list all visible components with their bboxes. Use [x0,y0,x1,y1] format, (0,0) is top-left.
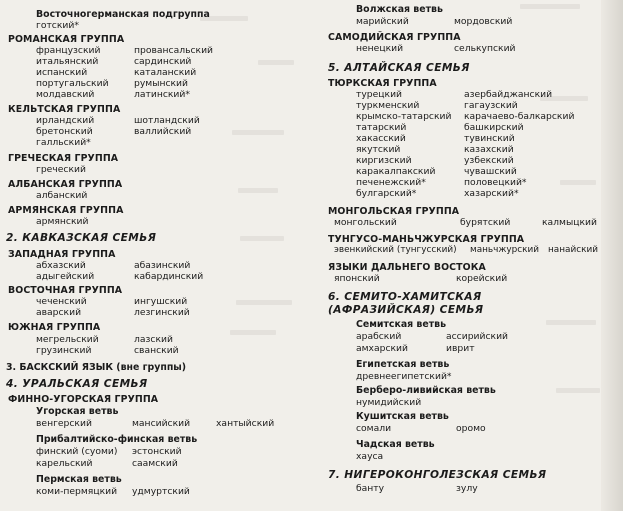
family-heading-afroasiatic-line1: 6. СЕМИТО-ХАМИТСКАЯ [328,291,482,303]
language-item: бретонский [36,126,93,137]
language-item: абазинский [134,260,191,271]
family-heading-caucasian: 2. КАВКАЗСКАЯ СЕМЬЯ [6,232,157,244]
page-edge [601,0,623,511]
language-item: албанский [36,190,88,201]
language-item: саамский [132,458,178,469]
language-item: туркменский [356,100,420,111]
language-item: крымско-татарский [356,111,452,122]
language-item: португальский [36,78,109,89]
language-item: шотландский [134,115,200,126]
group-heading-romance: РОМАНСКАЯ ГРУППА [8,34,125,45]
language-item: мегрельский [36,334,99,345]
language-item: галльский* [36,137,91,148]
language-item: валлийский [134,126,192,137]
language-item: хауса [356,451,384,462]
language-item: ненецкий [356,43,404,54]
language-item: карельский [36,458,93,469]
group-heading-samoyedic: САМОДИЙСКАЯ ГРУППА [328,32,461,43]
language-item: адыгейский [36,271,95,282]
language-item: арабский [356,331,402,342]
group-heading-far-east: ЯЗЫКИ ДАЛЬНЕГО ВОСТОКА [328,262,486,273]
branch-heading-berber: Берберо-ливийская ветвь [356,385,496,396]
language-item: древнеегипетский* [356,371,452,382]
branch-heading-egyptian: Египетская ветвь [356,359,450,370]
language-item: мансийский [132,418,191,429]
language-item: кабардинский [134,271,204,282]
language-item: татарский [356,122,407,133]
language-item: аварский [36,307,82,318]
language-item: половецкий* [464,177,527,188]
language-item: чеченский [36,296,87,307]
group-heading-celtic: КЕЛЬТСКАЯ ГРУППА [8,104,121,115]
language-item: сомали [356,423,392,434]
language-item: азербайджанский [464,89,553,100]
branch-heading-chadic: Чадская ветвь [356,439,435,450]
language-item: корейский [456,273,508,284]
language-item: якутский [356,144,401,155]
group-heading-albanian: АЛБАНСКАЯ ГРУППА [8,179,123,190]
language-item: ингушский [134,296,188,307]
language-item: хантыйский [216,418,275,429]
language-item: сардинский [134,56,192,67]
language-item: тувинский [464,133,515,144]
language-item: амхарский [356,343,409,354]
language-item: финский (суоми) [36,446,118,457]
language-item: лазский [134,334,173,345]
language-item: чувашский [464,166,517,177]
language-item: венгерский [36,418,92,429]
language-item: селькупский [454,43,516,54]
language-item: испанский [36,67,88,78]
language-item: эстонский [132,446,182,457]
language-item: печенежский* [356,177,426,188]
group-heading-mongolic: МОНГОЛЬСКАЯ ГРУППА [328,206,460,217]
group-heading-tungus-manchu: ТУНГУСО-МАНЬЧЖУРСКАЯ ГРУППА [328,234,525,245]
language-item: коми-пермяцкий [36,486,118,497]
language-item: казахский [464,144,514,155]
branch-heading-permic: Пермская ветвь [36,474,122,485]
subgroup-heading-east-germanic: Восточногерманская подгруппа [36,9,210,20]
family-heading-basque: 3. БАСКСКИЙ ЯЗЫК (вне группы) [6,362,187,373]
language-item: булгарский* [356,188,417,199]
branch-heading-ugric: Угорская ветвь [36,406,119,417]
language-item: ирландский [36,115,95,126]
language-item: киргизский [356,155,412,166]
family-heading-afroasiatic-line2: (АФРАЗИЙСКАЯ) СЕМЬЯ [328,304,484,316]
language-item: каталанский [134,67,197,78]
language-item: зулу [456,483,478,494]
language-item: латинский* [134,89,190,100]
language-item: лезгинский [134,307,190,318]
family-heading-niger-congo: 7. НИГЕРОКОНГОЛЕЗСКАЯ СЕМЬЯ [328,469,547,481]
language-item: удмуртский [132,486,190,497]
group-heading-finno-ugric: ФИННО-УГОРСКАЯ ГРУППА [8,394,159,405]
language-item: маньчжурский [470,245,540,255]
language-item: узбекский [464,155,514,166]
language-item: оромо [456,423,486,434]
group-heading-greek: ГРЕЧЕСКАЯ ГРУППА [8,153,119,164]
language-item: грузинский [36,345,92,356]
branch-heading-baltic-finnic: Прибалтийско-финская ветвь [36,434,198,445]
group-heading-eastern: ВОСТОЧНАЯ ГРУППА [8,285,123,296]
language-item: бурятский [460,217,511,228]
branch-heading-cushitic: Кушитская ветвь [356,411,449,422]
language-item: румынский [134,78,189,89]
language-item: абхазский [36,260,86,271]
language-item: башкирский [464,122,524,133]
language-item: турецкий [356,89,403,100]
family-heading-uralic: 4. УРАЛЬСКАЯ СЕМЬЯ [6,378,148,390]
language-item: ассирийский [446,331,509,342]
language-item: сванский [134,345,179,356]
language-item: хазарский* [464,188,519,199]
language-item: гагаузский [464,100,518,111]
language-item: каракалпакский [356,166,436,177]
language-item: молдавский [36,89,95,100]
language-item: армянский [36,216,89,227]
group-heading-turkic: ТЮРКСКАЯ ГРУППА [328,78,437,89]
group-heading-southern: ЮЖНАЯ ГРУППА [8,322,101,333]
language-item: готский* [36,20,79,31]
language-item: хакасский [356,133,406,144]
language-item: провансальский [134,45,214,56]
language-item: монгольский [334,217,397,228]
family-heading-altaic: 5. АЛТАЙСКАЯ СЕМЬЯ [328,62,470,74]
language-item: мордовский [454,16,513,27]
language-item: калмыцкий [542,217,597,228]
language-item: нанайский [548,245,599,255]
language-item: французский [36,45,101,56]
group-heading-armenian: АРМЯНСКАЯ ГРУППА [8,205,124,216]
language-item: марийский [356,16,409,27]
branch-heading-volga: Волжская ветвь [356,4,443,15]
language-item: иврит [446,343,475,354]
language-item: японский [334,273,380,284]
language-item: эвенкийский (тунгусский) [334,245,457,255]
language-item: итальянский [36,56,99,67]
language-item: карачаево-балкарский [464,111,575,122]
group-heading-western: ЗАПАДНАЯ ГРУППА [8,249,116,260]
language-item: греческий [36,164,86,175]
language-item: банту [356,483,385,494]
branch-heading-semitic: Семитская ветвь [356,319,447,330]
language-item: нумидийский [356,397,422,408]
